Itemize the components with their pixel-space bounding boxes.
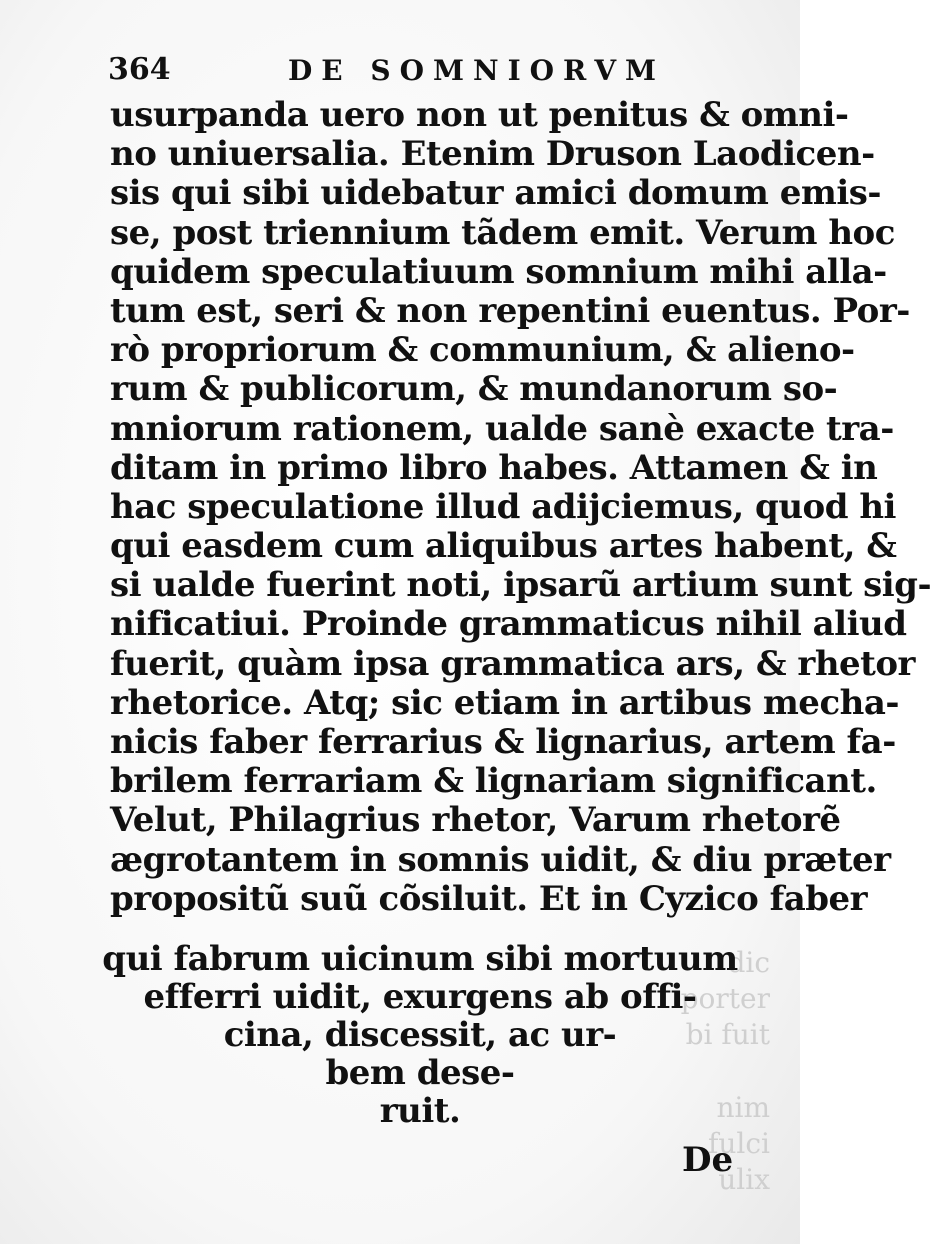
text-line: ægrotantem in somnis uidit, & diu præter	[110, 839, 891, 880]
text-line: qui easdem cum aliquibus artes habent, &	[110, 526, 897, 567]
text-line: sis qui sibi uidebatur amici domum emis-	[110, 173, 881, 214]
text-line: rum & publicorum, & mundanorum so-	[110, 369, 838, 410]
text-line: quidem speculatiuum somnium mihi alla-	[110, 251, 887, 292]
text-line: usurpanda uero non ut penitus & omni-	[110, 95, 849, 135]
tailpiece-line: efferri uidit, exurgens ab offi-	[143, 977, 697, 1017]
text-line: rò propriorum & communium, & alieno-	[110, 330, 855, 371]
text-line: no uniuersalia. Etenim Druson Laodicen-	[110, 134, 875, 175]
text-line: fuerit, quàm ipsa grammatica ars, & rhetor	[110, 643, 915, 684]
text-line: nificatiui. Proinde grammaticus nihil aliud	[110, 604, 907, 645]
tailpiece-block	[100, 940, 740, 1130]
text-line: si ualde fuerint noti, ipsarũ artium sunt sig-	[110, 565, 931, 606]
page-number: 364	[108, 52, 171, 87]
text-line: brilem ferrariam & lignariam significant.	[110, 761, 877, 802]
show-through-text-lower: nim fulci ulix	[708, 1091, 770, 1196]
text-line: Velut, Philagrius rhetor, Varum rhetorẽ	[110, 800, 841, 841]
text-line: se, post triennium tãdem emit. Verum hoc	[110, 212, 895, 253]
page-header	[108, 52, 668, 92]
tailpiece-line: bem dese-	[325, 1053, 515, 1093]
show-through-text: dic porter bi fuit	[680, 946, 770, 1051]
text-line: tum est, seri & non repentini euentus. Por-	[110, 290, 910, 331]
running-title: DE SOMNIORVM	[288, 54, 666, 87]
tailpiece-line: ruit.	[379, 1091, 461, 1131]
text-block	[110, 95, 931, 919]
text-line: hac speculatione illud adijciemus, quod hi	[110, 486, 896, 527]
tailpiece-line: cina, discessit, ac ur-	[223, 1015, 617, 1055]
text-line: rhetorice. Atq; sic etiam in artibus mecha-	[110, 682, 900, 723]
text-line: mniorum rationem, ualde sanè exacte tra-	[110, 408, 894, 449]
tailpiece-line: qui fabrum uicinum sibi mortuum	[102, 939, 738, 979]
text-line: ditam in primo libro habes. Attamen & in	[110, 447, 878, 488]
catchword: De	[682, 1140, 734, 1180]
text-line: propositũ suũ cõsiluit. Et in Cyzico faber	[110, 878, 868, 919]
text-line: nicis faber ferrarius & lignarius, artem fa-	[110, 722, 896, 762]
